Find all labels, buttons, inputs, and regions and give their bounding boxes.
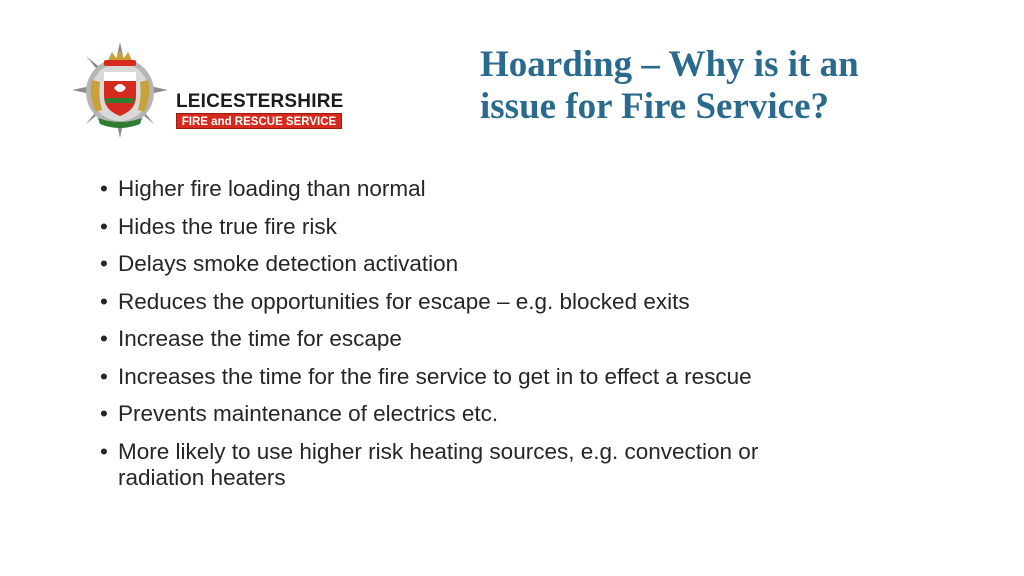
organisation-name: LEICESTERSHIRE xyxy=(176,91,344,112)
slide-title-line-2: issue for Fire Service? xyxy=(480,86,830,127)
slide-title-line-1: Hoarding – Why is it an xyxy=(480,44,859,85)
bullet-item: • Prevents maintenance of electrics etc. xyxy=(100,401,800,427)
bullet-item: • Higher fire loading than normal xyxy=(100,176,800,202)
slide-title xyxy=(480,44,1000,128)
bullet-item: • Delays smoke detection activation xyxy=(100,251,800,277)
organisation-subtitle: FIRE and RESCUE SERVICE xyxy=(176,113,342,129)
bullet-item: • Hides the true fire risk xyxy=(100,214,800,240)
bullet-item: • Increases the time for the fire service to get in to effect a rescue xyxy=(100,364,800,390)
bullet-item: • Reduces the opportunities for escape – e.g. blocked exits xyxy=(100,289,800,315)
organisation-logo xyxy=(70,40,360,140)
bullet-item: • Increase the time for escape xyxy=(100,326,800,352)
bullet-list xyxy=(100,176,800,502)
fire-service-crest-icon xyxy=(70,40,170,140)
bullet-item: • More likely to use higher risk heating sources, e.g. convection or radiation heaters xyxy=(100,439,800,491)
